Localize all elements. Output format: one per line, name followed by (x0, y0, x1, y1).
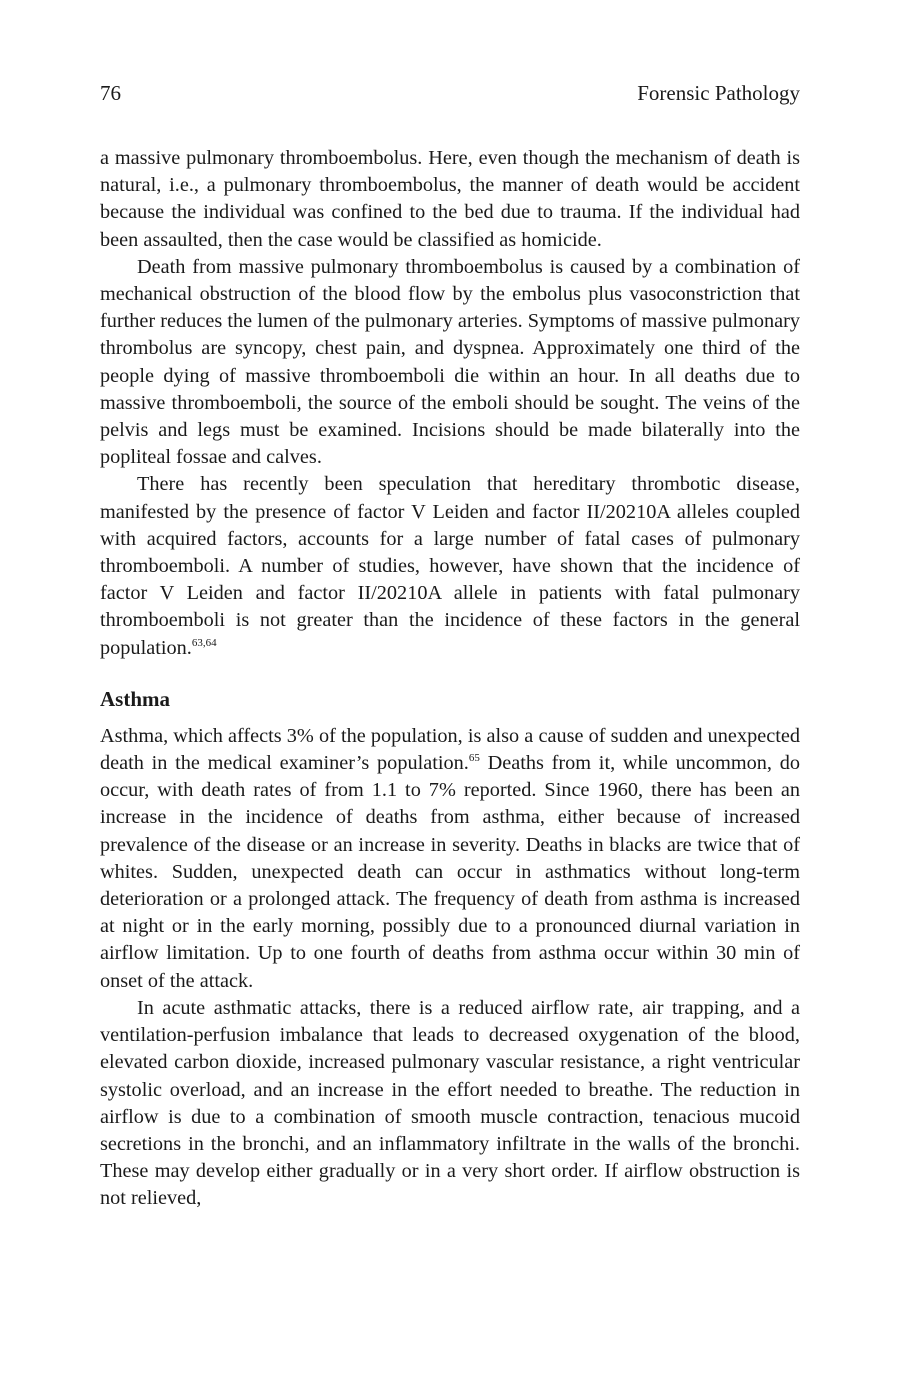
citation-63-64: 63,64 (191, 636, 217, 649)
paragraph-4 (100, 723, 800, 995)
paragraph-4-part-b: Deaths from it, while uncommon, do occur, with death rates of from 1.1 to 7% reported. Since 1960, there has been an increase in the incidence of deaths from asthma, either because of increased prevalence of the disease or an increase in severity. Deaths in blacks are twice that of whites. Sudden, unexpected death can occur in asthmatics without long-term deterioration or a prolonged attack. The frequency of death from asthma is increased at night or in the early morning, possibly due to a pronounced diurnal variation in airflow limitation. Up to one fourth of deaths from asthma occur within 30 min of onset of the attack. (100, 752, 800, 992)
paragraph-3-text: There has recently been speculation that hereditary thrombotic disease, manifested by the presence of factor V Leiden and factor II/20210A alleles coupled with acquired factors, accounts for a large number of fatal cases of pulmonary thromboemboli. A number of studies, however, have shown that the incidence of factor V Leiden and factor II/20210A allele in patients with fatal pulmonary thromboemboli is not greater than the incidence of these factors in the general population. (100, 473, 800, 659)
page-number: 76 (100, 81, 121, 105)
running-head (100, 78, 800, 108)
paragraph-4-part-a: Asthma, which affects 3% of the population, is also a cause of sudden and unexpected death in the medical examiner’s population. (100, 724, 800, 775)
paragraph-2: Death from massive pulmonary thromboembolus is caused by a combination of mechanical obstruction of the blood flow by the embolus plus vasoconstriction that further reduces the lumen of the pulmonary arteries. Symptoms of massive pulmonary thrombolus are syncopy, chest pain, and dyspnea. Approximately one third of the people dying of massive thromboemboli die within an hour. In all deaths due to massive thromboemboli, the source of the emboli should be sought. The veins of the pelvis and legs must be examined. Incisions should be made bilaterally into the popliteal fossae and calves. (100, 255, 800, 469)
paragraph-5: In acute asthmatic attacks, there is a reduced airflow rate, air trapping, and a ventilation-perfusion imbalance that leads to decreased oxygenation of the blood, elevated carbon dioxide, increased pulmonary vascular resistance, a right ventricular systolic overload, and an increase in the effort needed to breathe. The reduction in airflow is due to a combination of smooth muscle contraction, tenacious mucoid secretions in the bronchi, and an inflammatory infiltrate in the walls of the bronchi. These may develop either gradually or in a very short order. If airflow obstruction is not relieved, (100, 996, 800, 1210)
section-heading-asthma: Asthma (100, 686, 171, 711)
paragraph-1: a massive pulmonary thromboembolus. Here, even though the mechanism of death is natural, i.e., a pulmonary thromboembolus, the manner of death would be accident because the individual was confined to the bed due to trauma. If the individual had been assaulted, then the case would be classified as homicide. (100, 147, 800, 251)
running-title: Forensic Pathology (637, 81, 800, 105)
citation-65: 65 (468, 752, 480, 765)
book-page (100, 78, 800, 1213)
paragraph-3 (100, 471, 800, 661)
